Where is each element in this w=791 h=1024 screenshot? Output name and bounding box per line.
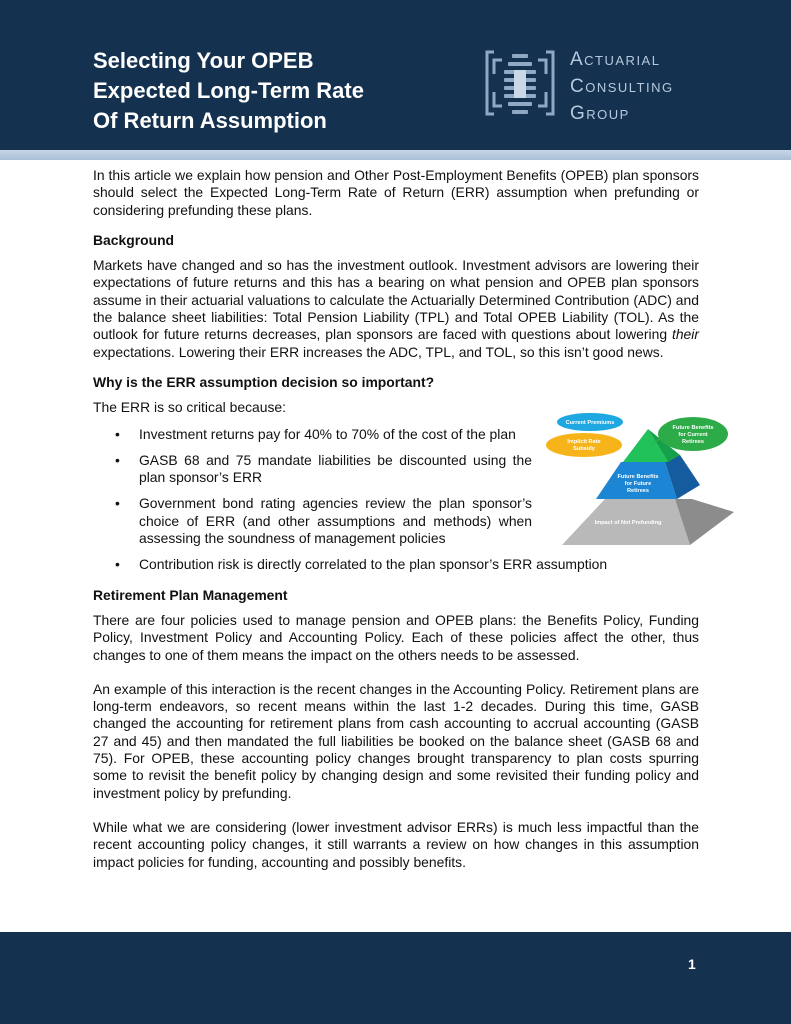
future-retirees-label-2: for Future	[624, 481, 652, 487]
why-heading: Why is the ERR assumption decision so important?	[93, 373, 435, 390]
list-item: • Investment returns pay for 40% to 70% of the cost of the plan	[93, 426, 532, 443]
current-retirees-label-2: for Current	[678, 432, 708, 438]
background-emphasis: their	[671, 326, 699, 343]
current-retirees-label-3: Retirees	[681, 439, 705, 445]
plan-cost-pyramid-diagram	[540, 407, 738, 552]
implicit-rate-subsidy-bubble	[546, 433, 622, 457]
list-item: • Contribution risk is directly correlated to the plan sponsor’s ERR assumption	[93, 556, 699, 573]
current-retirees-label-1: Future Benefits	[672, 425, 714, 431]
background-paragraph	[93, 257, 699, 361]
background-heading: Background	[93, 231, 175, 248]
acg-logo-icon	[484, 46, 556, 120]
future-retirees-label-1: Future Benefits	[617, 474, 659, 480]
implicit-rate-label-1: Implicit Rate	[567, 439, 601, 445]
future-retirees-label-3: Retirees	[626, 488, 650, 494]
background-text-before: Markets have changed and so has the investment outlook. Investment advisors are lowering their expectations of future returns and this has a bearing on what pension and OPEB plan sponsors assume in their actuarial valuations to calculate the Actuarially Determined Contribution (ADC) and the balance sheet liabilities: Total Pension Liability (TPL) and Total OPEB Liability (TOL). As the outlook for future returns decreases, plan sponsors are faced with questions about lowering	[93, 257, 699, 343]
impact-non-prefunding-label: Impact of Not Prefunding	[594, 520, 662, 526]
list-item: • Government bond rating agencies review the plan sponsor’s choice of ERR (and other assumptions and methods) when assessing the soundness of management policies	[93, 495, 532, 547]
logo-line-2: Consulting	[570, 76, 674, 97]
footer-banner	[0, 932, 791, 1024]
page-number: 1	[688, 956, 696, 972]
list-item: • GASB 68 and 75 mandate liabilities be discounted using the plan sponsor’s ERR	[93, 452, 532, 487]
document-title	[93, 46, 364, 136]
logo-line-1: Actuarial	[570, 49, 661, 70]
background-text-after: expectations. Lowering their ERR increases the ADC, TPL, and TOL, so this isn’t good news.	[93, 343, 664, 360]
retirement-paragraph-2: An example of this interaction is the recent changes in the Accounting Policy. Retirement plans are long-term endeavors, so recent means within the last 1-2 decades. During this time, GASB changed the accounting for retirement plans from cash accounting to accrual accounting (GASB 27 and 45) and then mandated the full liabilities be booked on the balance sheet (GASB 68 and 75). For OPEB, these accounting policy changes brought transparency to plan costs spurring some to revisit the benefit policy by changing design and some revisited their funding policy and investment policy by prefunding.	[93, 680, 699, 801]
intro-paragraph: In this article we explain how pension and Other Post-Employment Benefits (OPEB) plan sponsors should select the Expected Long-Term Rate of Return (ERR) assumption when prefunding or considering prefunding these plans.	[93, 167, 699, 218]
company-logo-text	[570, 46, 674, 127]
logo-line-3: Group	[570, 103, 630, 124]
why-lead: The ERR is so critical because:	[93, 399, 286, 416]
implicit-rate-label-2: Subsidy	[573, 446, 595, 452]
retirement-paragraph-1: There are four policies used to manage pension and OPEB plans: the Benefits Policy, Funding Policy, Investment Policy and Accounting Policy. Each of these policies affect the other, thus changes to one of them means the impact on the others needs to be assessed.	[93, 611, 699, 663]
title-line-2: Expected Long-Term Rate	[93, 78, 364, 103]
current-premiums-label: Current Premiums	[565, 420, 615, 426]
title-line-3: Of Return Assumption	[93, 108, 327, 133]
header-stripe	[0, 150, 791, 160]
retirement-heading: Retirement Plan Management	[93, 586, 288, 603]
retirement-paragraph-3: While what we are considering (lower investment advisor ERRs) is much less impactful than the recent accounting policy changes, it still warrants a review on how changes in this assumption impact policies for funding, accounting and possibly benefits.	[93, 818, 699, 870]
title-line-1: Selecting Your OPEB	[93, 48, 314, 73]
